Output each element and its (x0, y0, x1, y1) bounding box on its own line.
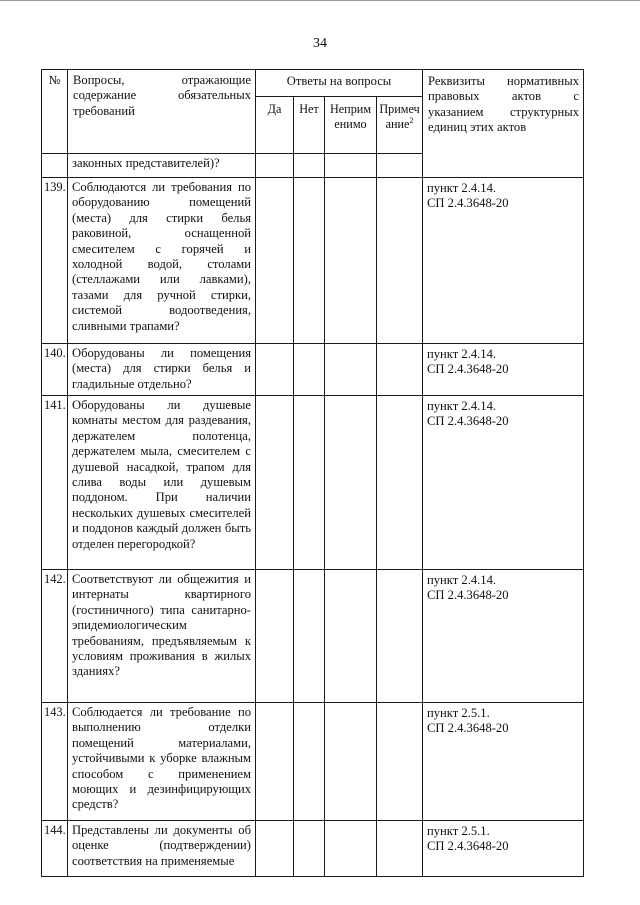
row-number: 141. (42, 396, 68, 570)
answer-cell-yes (256, 178, 294, 344)
answer-cell-note (377, 178, 423, 344)
answer-cell-no (294, 344, 325, 396)
answer-cell-note (377, 396, 423, 570)
answer-cell (256, 154, 294, 178)
answer-cell (377, 154, 423, 178)
row-question: Представлены ли документы об оценке (подтверждении) соответствия на применяемые (68, 821, 256, 877)
row-number: 142. (42, 570, 68, 703)
row-number: 139. (42, 178, 68, 344)
header-no-answer: Нет (294, 97, 325, 154)
table-row (42, 821, 584, 877)
row-number: 144. (42, 821, 68, 877)
answer-cell-not-applicable (325, 703, 377, 821)
answer-cell-not-applicable (325, 344, 377, 396)
top-edge-line (0, 0, 640, 1)
answer-cell-note (377, 570, 423, 703)
checklist-table (41, 69, 584, 877)
answer-cell-no (294, 396, 325, 570)
row-requisites: пункт 2.4.14. СП 2.4.3648-20 (423, 178, 584, 344)
row-requisites: пункт 2.4.14. СП 2.4.3648-20 (423, 570, 584, 703)
answer-cell-no (294, 570, 325, 703)
row-requisites: пункт 2.5.1. СП 2.4.3648-20 (423, 821, 584, 877)
header-not-applicable: Неприм енимо (325, 97, 377, 154)
header-requisites: Реквизиты нормативных правовых актов с указанием структурных единиц этих актов (423, 70, 584, 178)
row-requisites: пункт 2.4.14. СП 2.4.3648-20 (423, 396, 584, 570)
continuation-number-cell (42, 154, 68, 178)
header-answers: Ответы на вопросы (256, 70, 423, 97)
row-question: Оборудованы ли помещения (места) для стирки белья и гладильные отдельно? (68, 344, 256, 396)
answer-cell-not-applicable (325, 396, 377, 570)
row-question: Соблюдается ли требование по выполнению отделки помещений материалами, устойчивыми к уборке влажным способом с применением моющих и дезинфицирующих средств? (68, 703, 256, 821)
table-row (42, 703, 584, 821)
table-row (42, 344, 584, 396)
row-number: 140. (42, 344, 68, 396)
answer-cell (294, 154, 325, 178)
answer-cell-no (294, 178, 325, 344)
answer-cell-note (377, 344, 423, 396)
answer-cell-yes (256, 570, 294, 703)
row-question: Соответствуют ли общежития и интернаты квартирного (гостиничного) типа санитарно-эпидемиологическим требованиям, предъявляемым к условиям проживания в жилых зданиях? (68, 570, 256, 703)
answer-cell-no (294, 821, 325, 877)
header-questions: Вопросы, отражающие содержание обязательных требований (68, 70, 256, 154)
row-requisites: пункт 2.4.14. СП 2.4.3648-20 (423, 344, 584, 396)
header-note-footnote: 2 (409, 115, 414, 125)
continuation-text: законных представителей)? (68, 154, 256, 178)
row-number: 143. (42, 703, 68, 821)
answer-cell-yes (256, 396, 294, 570)
answer-cell-yes (256, 344, 294, 396)
row-requisites: пункт 2.5.1. СП 2.4.3648-20 (423, 703, 584, 821)
header-number: № (42, 70, 68, 154)
answer-cell-not-applicable (325, 570, 377, 703)
row-question: Соблюдаются ли требования по оборудованию помещений (места) для стирки белья раковиной, оснащенной смесителем с горячей и холодной водой, столами (стеллажами или лавками), тазами для ручной стирки, системой водоотведения, сливными трапами? (68, 178, 256, 344)
header-row (42, 70, 584, 97)
header-note-text: Примеч ание (379, 102, 420, 131)
answer-cell-note (377, 703, 423, 821)
answer-cell-yes (256, 821, 294, 877)
table-row (42, 178, 584, 344)
answer-cell-not-applicable (325, 178, 377, 344)
answer-cell-no (294, 703, 325, 821)
page-number: 34 (313, 36, 327, 51)
answer-cell (325, 154, 377, 178)
answer-cell-yes (256, 703, 294, 821)
header-note (377, 97, 423, 154)
table-row (42, 396, 584, 570)
table-row (42, 570, 584, 703)
row-question: Оборудованы ли душевые комнаты местом для раздевания, держателем полотенца, держателем мыла, смесителем с душевой насадкой, трапом для слива воды или душевым поддоном. При наличии нескольких душевых смесителей и поддонов каждый должен быть отделен перегородкой? (68, 396, 256, 570)
header-yes: Да (256, 97, 294, 154)
answer-cell-not-applicable (325, 821, 377, 877)
answer-cell-note (377, 821, 423, 877)
